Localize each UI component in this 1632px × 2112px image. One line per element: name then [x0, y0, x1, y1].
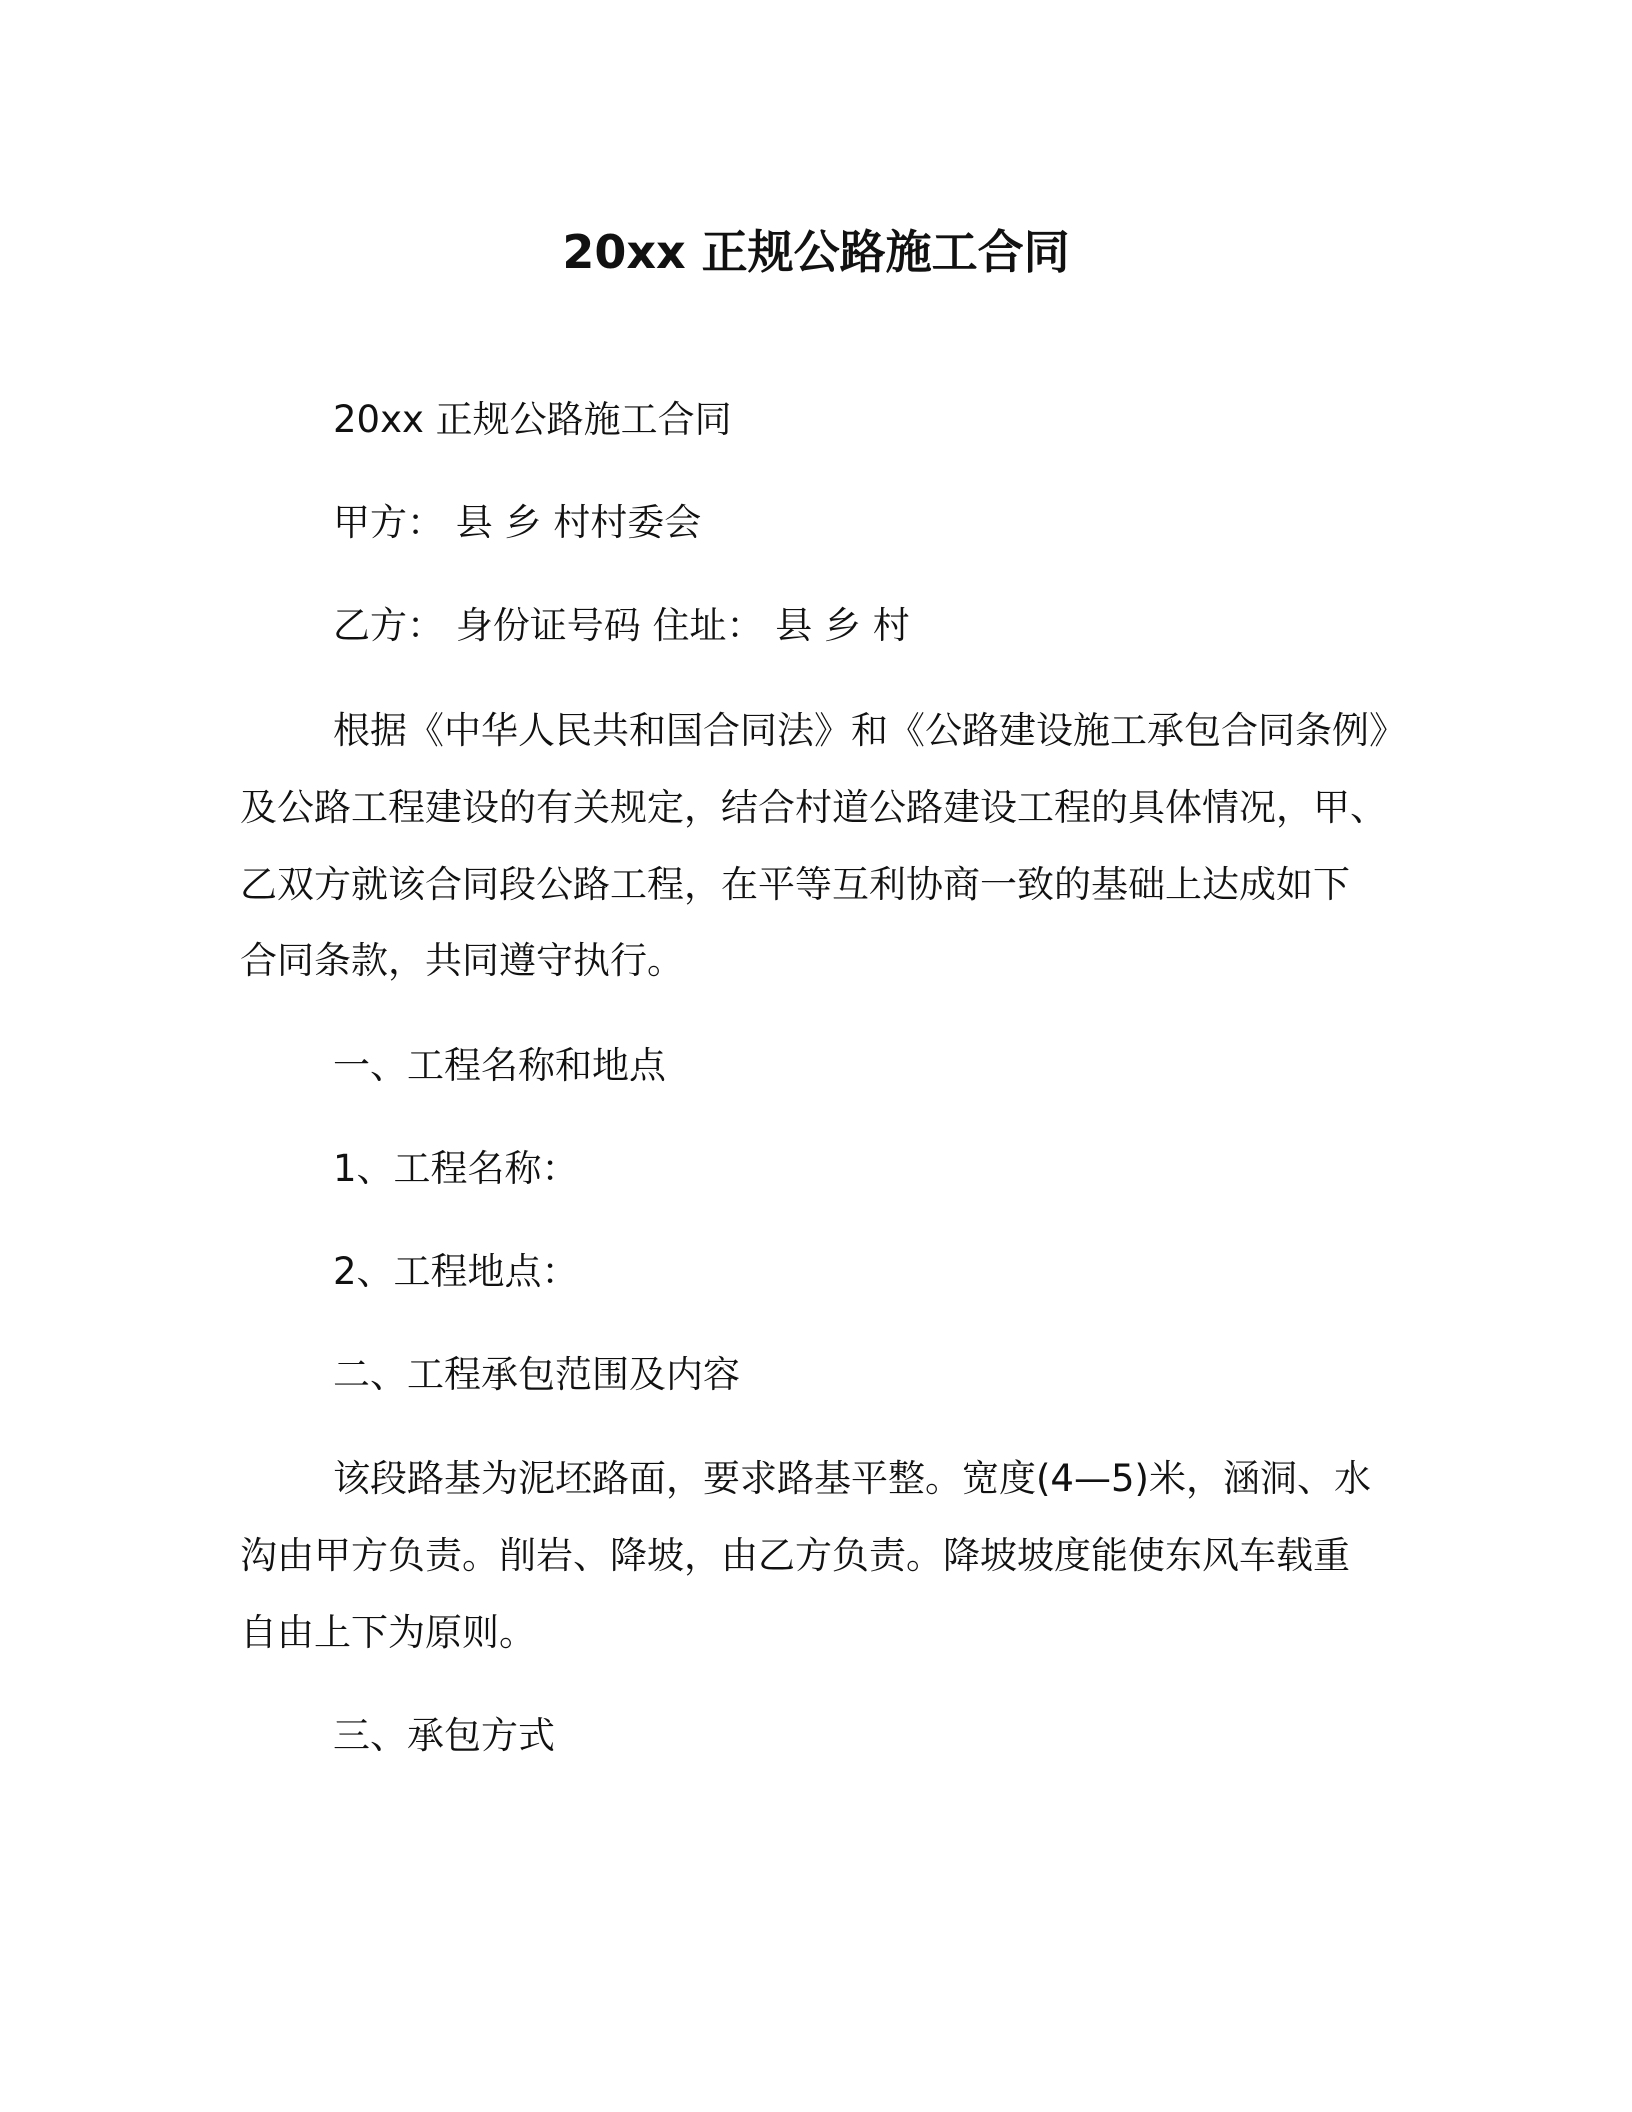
section-2-heading: 二、工程承包范围及内容: [333, 1353, 740, 1396]
section-1-item-2: 2、工程地点：: [333, 1250, 579, 1293]
section-2-line-1: 该段路基为泥坯路面，要求路基平整。宽度(4—5)米，涵洞、水: [333, 1457, 1371, 1500]
section-1-item-1: 1、工程名称：: [333, 1147, 579, 1190]
section-2-line-3: 自由上下为原则。: [240, 1611, 536, 1654]
document-title: 20xx 正规公路施工合同: [562, 225, 1070, 279]
intro-line-3: 乙双方就该合同段公路工程，在平等互利协商一致的基础上达成如下: [240, 863, 1350, 906]
intro-line-1: 根据《中华人民共和国合同法》和《公路建设施工承包合同条例》: [333, 709, 1406, 752]
section-2-line-2: 沟由甲方负责。削岩、降坡，由乙方负责。降坡坡度能使东风车载重: [240, 1534, 1350, 1577]
party-b-line: 乙方： 身份证号码 住址： 县 乡 村: [333, 604, 910, 647]
intro-line-4: 合同条款，共同遵守执行。: [240, 939, 684, 982]
document-subtitle: 20xx 正规公路施工合同: [333, 398, 732, 441]
section-1-heading: 一、工程名称和地点: [333, 1044, 666, 1087]
party-a-line: 甲方： 县 乡 村村委会: [333, 501, 702, 544]
section-3-heading: 三、承包方式: [333, 1714, 555, 1757]
intro-line-2: 及公路工程建设的有关规定，结合村道公路建设工程的具体情况，甲、: [240, 786, 1387, 829]
